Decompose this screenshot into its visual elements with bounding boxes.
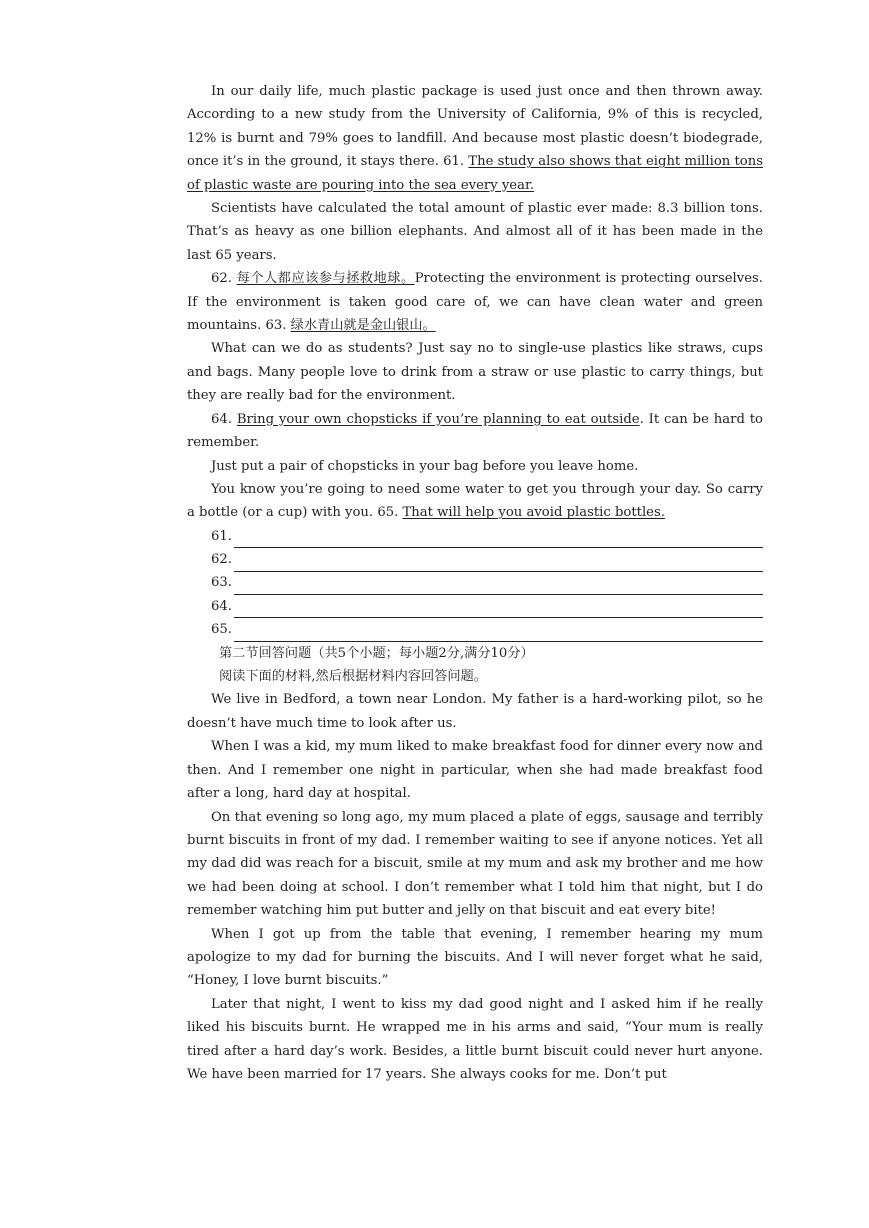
document-page	[187, 80, 763, 1086]
passage2-paragraph-4: When I got up from the table that evening, I remember hearing my mum apologize to my dad for burning the biscuits. And I will never forget what he said, “Honey, I love burnt biscuits.”	[187, 926, 763, 989]
answer-blank-64[interactable]	[187, 595, 763, 618]
question-number-61: 61.	[443, 154, 469, 170]
paragraph-text: You know you’re going to need some water to get you through your day. So carry a bottle (or a cup) with you.	[187, 481, 763, 521]
underlined-sentence-61: The study also shows that eight million tons of plastic waste are pouring into the sea every year.	[187, 154, 763, 193]
paragraph-text: Protecting the environment is protecting ourselves. If the environment is taken good care of, we can have clean water and green mountains.	[187, 271, 763, 334]
underlined-sentence-62: 每个人都应该参与拯救地球。	[236, 271, 415, 287]
section-instruction: 阅读下面的材料,然后根据材料内容回答问题。	[219, 669, 487, 685]
passage1-paragraph-3	[187, 267, 763, 337]
passage2-paragraph-5: Later that night, I went to kiss my dad good night and I asked him if he really liked his biscuits burnt. He wrapped me in his arms and said, “Your mum is really tired after a hard day’s work. Besides, a little burnt biscuit could never hurt anyone. We have been married for 17 years. She always cooks for me. Don’t put	[187, 996, 763, 1082]
answer-blank-65[interactable]	[187, 618, 763, 641]
question-number-64: 64.	[211, 411, 237, 427]
blank-number: 63.	[211, 575, 232, 591]
answer-line[interactable]	[234, 626, 763, 642]
blank-number: 64.	[211, 598, 232, 614]
paragraph-text: In our daily life, much plastic package is used just once and then thrown away. According to a new study from the University of California, 9% of this is recycled, 12% is burnt and 79% goes to landfill. And because most plastic doesn’t biodegrade, once it’s in the ground, it stays there.	[187, 84, 763, 170]
passage1-paragraph-2: Scientists have calculated the total amount of plastic ever made: 8.3 billion tons. That’s as heavy as one billion elephants. And almost all of it has been made in the last 65 years.	[187, 201, 763, 263]
answer-blank-63[interactable]	[187, 572, 763, 595]
passage1-paragraph-6: Just put a pair of chopsticks in your bag before you leave home.	[211, 458, 639, 474]
blank-number: 62.	[211, 552, 232, 568]
answer-blank-62[interactable]	[187, 548, 763, 571]
passage2-paragraph-3: On that evening so long ago, my mum placed a plate of eggs, sausage and terribly burnt biscuits in front of my dad. I remember waiting to see if anyone notices. Yet all my dad did was reach for a biscuit, smile at my mum and ask my brother and me how we had been doing at school. I don’t remember what I told him that night, but I do remember watching him put butter and jelly on that biscuit and eat every bite!	[187, 809, 763, 919]
blank-number: 61.	[211, 528, 232, 544]
passage1-paragraph-4: What can we do as students? Just say no to single-use plastics like straws, cups and bags. Many people love to drink from a straw or use plastic to carry things, but they are really bad for the environment.	[187, 341, 763, 404]
passage1-paragraph-5	[187, 408, 763, 455]
answer-line[interactable]	[234, 602, 763, 618]
underlined-sentence-63: 绿水青山就是金山银山。	[290, 318, 436, 334]
passage1-paragraph-1	[187, 80, 763, 197]
passage1-paragraph-7	[187, 478, 763, 525]
blank-number: 65.	[211, 622, 232, 638]
question-number-65: 65.	[377, 505, 403, 521]
answer-line[interactable]	[234, 556, 763, 572]
question-number-63: 63.	[265, 318, 291, 334]
underlined-sentence-64: Bring your own chopsticks if you’re planning to eat outside	[236, 411, 640, 427]
passage2-paragraph-2: When I was a kid, my mum liked to make breakfast food for dinner every now and then. And I remember one night in particular, when she had made breakfast food after a long, hard day at hospital.	[187, 739, 763, 802]
answer-blanks	[187, 525, 763, 642]
question-number-62: 62.	[211, 271, 237, 287]
passage2-paragraph-1: We live in Bedford, a town near London. My father is a hard-working pilot, so he doesn’t have much time to look after us.	[187, 692, 763, 731]
answer-line[interactable]	[234, 579, 763, 595]
section-heading: 第二节回答问题（共5个小题；每小题2分,满分10分）	[219, 645, 534, 661]
answer-line[interactable]	[234, 532, 763, 548]
answer-blank-61[interactable]	[187, 525, 763, 548]
paragraph-text: . It can be hard to remember.	[187, 411, 763, 451]
underlined-sentence-65: That will help you avoid plastic bottles.	[402, 505, 665, 521]
